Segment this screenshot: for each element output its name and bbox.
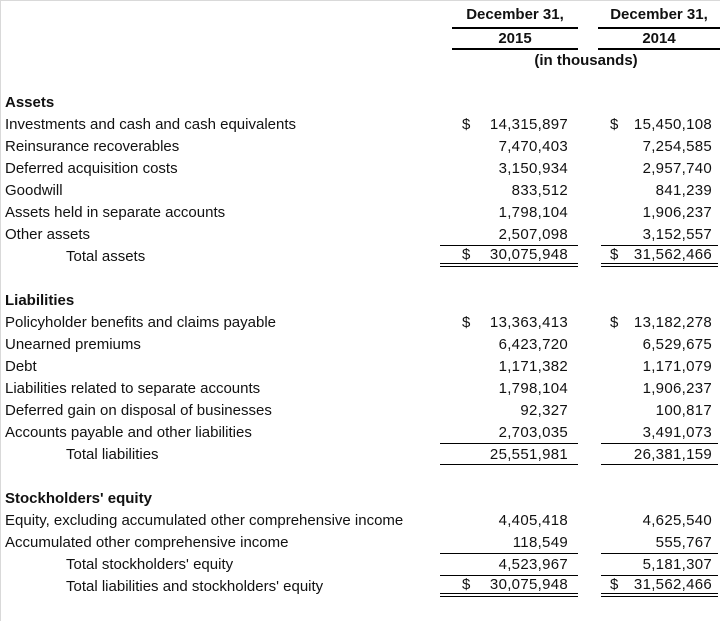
- amount-2014: [601, 377, 718, 399]
- section-title: Assets: [5, 93, 55, 111]
- row-label: Debt: [5, 357, 37, 375]
- value-2014: 2,957,740: [642, 159, 712, 177]
- row-label: Accounts payable and other liabilities: [5, 423, 252, 441]
- section-title: Stockholders' equity: [5, 489, 152, 507]
- value-2014: 15,450,108: [633, 115, 712, 133]
- header-year-row: [1, 29, 720, 50]
- amount-2015: [440, 179, 578, 201]
- row-label: Unearned premiums: [5, 335, 141, 353]
- column-gap: [578, 179, 601, 201]
- column-gap: [578, 399, 601, 421]
- table-row: [1, 157, 720, 179]
- header-year-2014: 2014: [598, 29, 720, 50]
- value-2014: 4,625,540: [642, 511, 712, 529]
- table-row: [1, 245, 720, 267]
- table-row: [1, 443, 720, 465]
- table-row: [1, 135, 720, 157]
- table-row: [1, 179, 720, 201]
- column-gap: [578, 201, 601, 223]
- column-gap: [578, 531, 601, 553]
- value-2015: 4,405,418: [498, 511, 568, 529]
- amount-2014: [601, 311, 718, 333]
- column-gap: [578, 245, 601, 267]
- amount-2014: [601, 157, 718, 179]
- section-title-row: [1, 487, 720, 509]
- amount-2015: [440, 201, 578, 223]
- column-gap: [578, 223, 601, 245]
- value-2014: 1,906,237: [642, 203, 712, 221]
- table-row: [1, 223, 720, 245]
- amount-2015: [440, 377, 578, 399]
- currency-2014: $: [610, 576, 619, 593]
- value-2015: 1,171,382: [498, 357, 568, 375]
- amount-2015: [440, 355, 578, 377]
- section-spacer: [1, 465, 720, 487]
- amount-2014: [601, 245, 718, 267]
- header-period-row: [1, 1, 720, 29]
- table-row: [1, 553, 720, 575]
- statement-section: [1, 289, 720, 465]
- value-2015: 92,327: [520, 401, 568, 419]
- value-2014: 3,491,073: [642, 423, 712, 441]
- currency-2014: $: [610, 313, 619, 331]
- value-2015: 7,470,403: [498, 137, 568, 155]
- value-2015: 1,798,104: [498, 379, 568, 397]
- statement-section: [1, 91, 720, 267]
- row-label: Goodwill: [5, 181, 63, 199]
- section-rows: [1, 113, 720, 267]
- value-2014: 1,171,079: [642, 357, 712, 375]
- amount-2014: [601, 355, 718, 377]
- row-label: Deferred acquisition costs: [5, 159, 178, 177]
- currency-2014: $: [610, 115, 619, 133]
- value-2014: 31,562,466: [633, 246, 712, 263]
- amount-2015: [440, 553, 578, 575]
- row-label: Accumulated other comprehensive income: [5, 533, 289, 551]
- header-year-2015: 2015: [452, 29, 578, 50]
- table-row: [1, 399, 720, 421]
- value-2014: 100,817: [655, 401, 712, 419]
- currency-2014: $: [610, 246, 619, 263]
- row-label: Deferred gain on disposal of businesses: [5, 401, 272, 419]
- value-2014: 841,239: [655, 181, 712, 199]
- value-2015: 2,507,098: [498, 225, 568, 243]
- amount-2015: [440, 157, 578, 179]
- table-row: [1, 377, 720, 399]
- amount-2015: [440, 531, 578, 553]
- amount-2015: [440, 575, 578, 597]
- table-row: [1, 333, 720, 355]
- amount-2014: [601, 509, 718, 531]
- units-note: (in thousands): [534, 51, 638, 69]
- row-label: Total assets: [66, 247, 146, 265]
- amount-2015: [440, 399, 578, 421]
- amount-2014: [601, 421, 718, 443]
- section-title-row: [1, 289, 720, 311]
- amount-2015: [440, 223, 578, 245]
- table-row: [1, 355, 720, 377]
- header-period-2015: December 31,: [452, 1, 578, 29]
- section-rows: [1, 311, 720, 465]
- amount-2014: [601, 201, 718, 223]
- value-2015: 118,549: [512, 533, 568, 551]
- header-period-2014: December 31,: [598, 1, 720, 29]
- statement-body: [1, 91, 720, 597]
- row-label: Reinsurance recoverables: [5, 137, 180, 155]
- column-gap: [578, 355, 601, 377]
- amount-2014: [601, 223, 718, 245]
- value-2015: 1,798,104: [498, 203, 568, 221]
- amount-2014: [601, 179, 718, 201]
- value-2015: 30,075,948: [489, 576, 568, 593]
- amount-2015: [440, 443, 578, 465]
- row-label: Liabilities related to separate accounts: [5, 379, 261, 397]
- row-label: Other assets: [5, 225, 91, 243]
- amount-2015: [440, 245, 578, 267]
- column-gap: [578, 553, 601, 575]
- row-label: Equity, excluding accumulated other comprehensive income: [5, 511, 404, 529]
- value-2015: 30,075,948: [489, 246, 568, 263]
- value-2015: 4,523,967: [498, 556, 568, 573]
- row-label: Total liabilities and stockholders' equity: [66, 577, 324, 595]
- column-gap: [578, 311, 601, 333]
- value-2014: 5,181,307: [642, 556, 712, 573]
- section-title: Liabilities: [5, 291, 75, 309]
- section-spacer: [1, 267, 720, 289]
- value-2015: 6,423,720: [498, 335, 568, 353]
- amount-2015: [440, 135, 578, 157]
- value-2015: 2,703,035: [498, 423, 568, 441]
- column-gap: [578, 421, 601, 443]
- value-2014: 26,381,159: [633, 445, 712, 463]
- amount-2015: [440, 311, 578, 333]
- column-gap: [578, 575, 601, 597]
- column-gap: [578, 443, 601, 465]
- currency-2015: $: [462, 246, 471, 263]
- statement-section: [1, 487, 720, 597]
- amount-2014: [601, 553, 718, 575]
- amount-2015: [440, 421, 578, 443]
- column-gap: [578, 113, 601, 135]
- amount-2015: [440, 113, 578, 135]
- table-row: [1, 311, 720, 333]
- currency-2015: $: [462, 576, 471, 593]
- value-2015: 14,315,897: [489, 115, 568, 133]
- header-column-gap: [578, 29, 598, 50]
- amount-2014: [601, 333, 718, 355]
- amount-2014: [601, 399, 718, 421]
- column-gap: [578, 377, 601, 399]
- amount-2014: [601, 531, 718, 553]
- amount-2015: [440, 509, 578, 531]
- header-bottom-spacer: [1, 70, 720, 91]
- table-row: [1, 421, 720, 443]
- section-title-row: [1, 91, 720, 113]
- value-2014: 3,152,557: [642, 225, 712, 243]
- currency-2015: $: [462, 115, 471, 133]
- amount-2014: [601, 113, 718, 135]
- header-column-gap: [578, 1, 598, 29]
- column-gap: [578, 157, 601, 179]
- value-2014: 31,562,466: [633, 576, 712, 593]
- value-2015: 833,512: [511, 181, 568, 199]
- value-2014: 7,254,585: [642, 137, 712, 155]
- table-row: [1, 113, 720, 135]
- value-2014: 555,767: [655, 533, 712, 551]
- amount-2015: [440, 333, 578, 355]
- units-note-row: [1, 50, 720, 70]
- table-row: [1, 201, 720, 223]
- row-label: Total liabilities: [66, 445, 159, 463]
- value-2015: 25,551,981: [489, 445, 568, 463]
- currency-2015: $: [462, 313, 471, 331]
- value-2014: 6,529,675: [642, 335, 712, 353]
- row-label: Assets held in separate accounts: [5, 203, 226, 221]
- value-2014: 13,182,278: [633, 313, 712, 331]
- value-2015: 13,363,413: [489, 313, 568, 331]
- table-row: [1, 531, 720, 553]
- amount-2014: [601, 443, 718, 465]
- column-gap: [578, 509, 601, 531]
- row-label: Policyholder benefits and claims payable: [5, 313, 276, 331]
- table-row: [1, 575, 720, 597]
- row-label: Investments and cash and cash equivalents: [5, 115, 297, 133]
- value-2015: 3,150,934: [498, 159, 568, 177]
- table-row: [1, 509, 720, 531]
- amount-2014: [601, 135, 718, 157]
- amount-2014: [601, 575, 718, 597]
- row-label: Total stockholders' equity: [66, 555, 234, 573]
- column-gap: [578, 135, 601, 157]
- column-gap: [578, 333, 601, 355]
- value-2014: 1,906,237: [642, 379, 712, 397]
- section-rows: [1, 509, 720, 597]
